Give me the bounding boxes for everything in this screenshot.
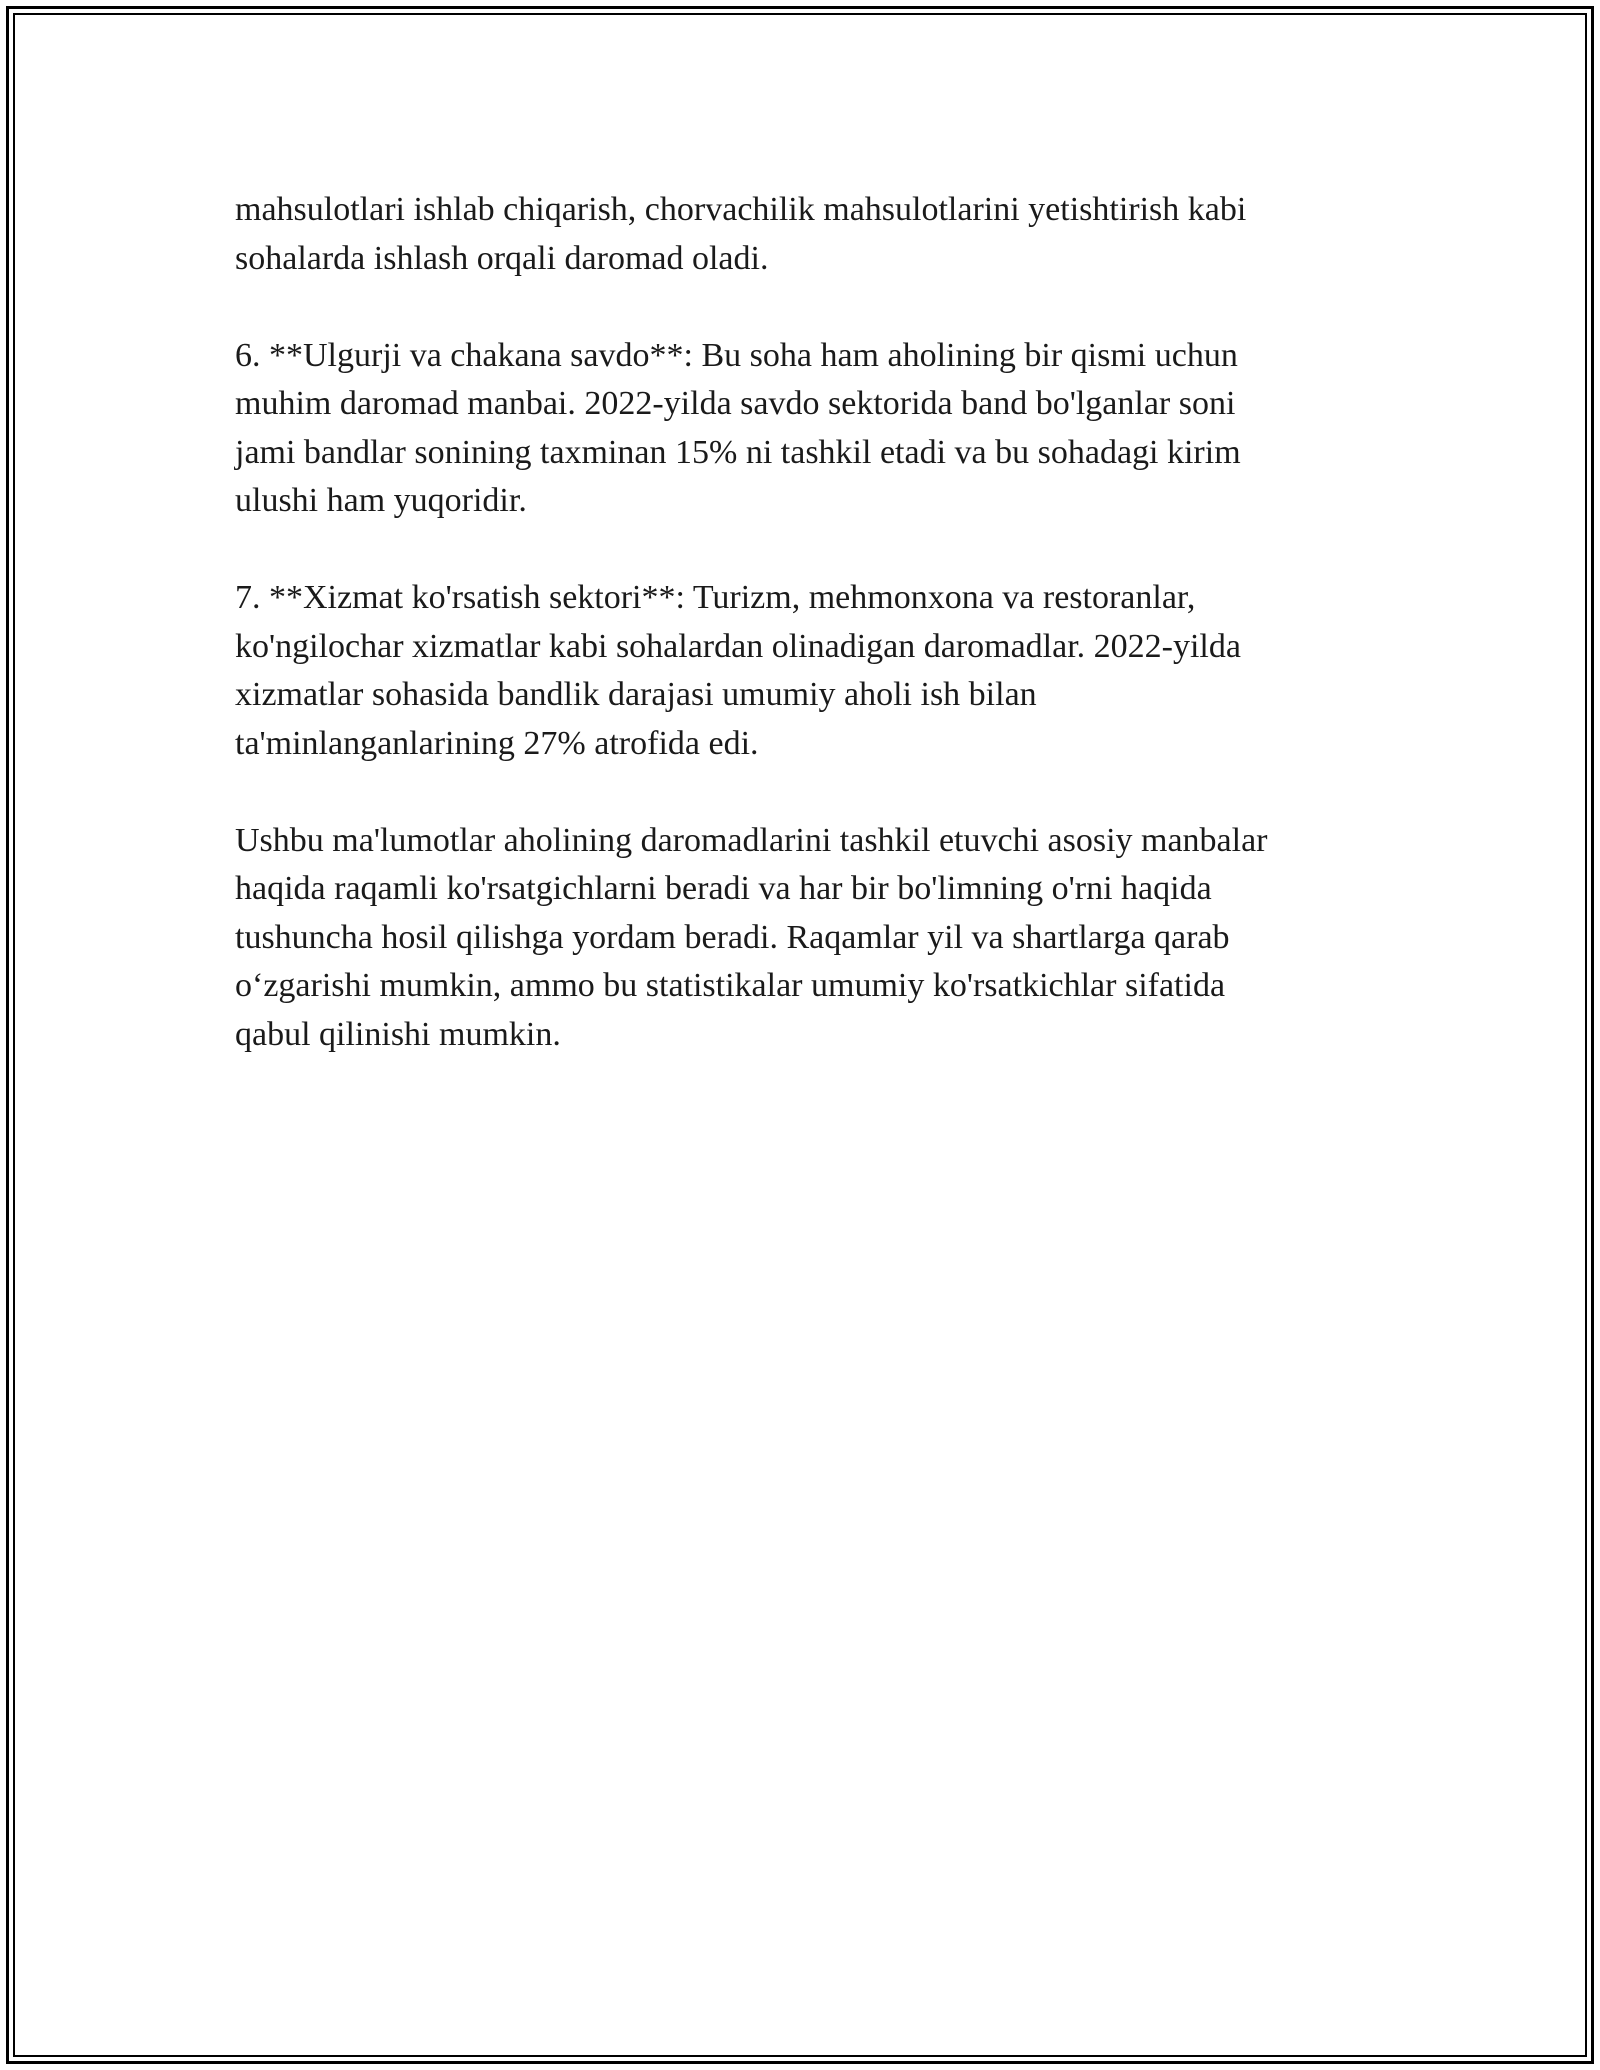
text-line: o‘zgarishi mumkin, ammo bu statistikalar umumiy ko'rsatkichlar sifatida <box>235 967 1226 1004</box>
paragraph-agriculture-continued <box>235 186 1375 283</box>
text-line: jami bandlar sonining taxminan 15% ni tashkil etadi va bu sohadagi kirim <box>235 433 1241 471</box>
paragraph-conclusion <box>235 817 1375 1060</box>
text-line: Ushbu ma'lumotlar aholining daromadlarini tashkil etuvchi asosiy manbalar <box>235 821 1268 859</box>
text-line: ta'minlanganlarining 27% atrofida edi. <box>235 724 759 762</box>
paragraph-services <box>235 574 1375 768</box>
text-line: ulushi ham yuqoridir. <box>235 482 527 519</box>
text-line: 6. **Ulgurji va chakana savdo**: Bu soha ham aholining bir qismi uchun <box>235 336 1238 374</box>
text-line: qabul qilinishi mumkin. <box>235 1015 561 1053</box>
paragraph-trade <box>235 332 1375 526</box>
text-line: xizmatlar sohasida bandlik darajasi umumiy aholi ish bilan <box>235 676 1037 713</box>
text-line: tushuncha hosil qilishga yordam beradi. Raqamlar yil va shartlarga qarab <box>235 918 1230 956</box>
document-body <box>235 186 1375 1108</box>
text-line: muhim daromad manbai. 2022-yilda savdo sektorida band bo'lganlar soni <box>235 385 1236 422</box>
text-line: 7. **Xizmat ko'rsatish sektori**: Turizm, mehmonxona va restoranlar, <box>235 579 1196 616</box>
text-line: ko'ngilochar xizmatlar kabi sohalardan olinadigan daromadlar. 2022-yilda <box>235 627 1241 665</box>
text-line: mahsulotlari ishlab chiqarish, chorvachilik mahsulotlarini yetishtirish kabi <box>235 191 1247 228</box>
text-line: haqida raqamli ko'rsatgichlarni beradi va har bir bo'limning o'rni haqida <box>235 870 1212 907</box>
text-line: sohalarda ishlash orqali daromad oladi. <box>235 239 769 277</box>
